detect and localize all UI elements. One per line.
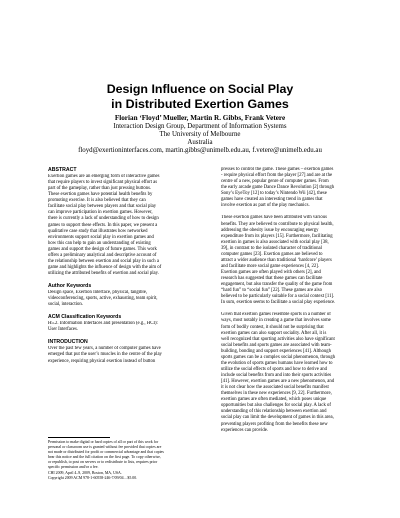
introduction-heading: INTRODUCTION [48, 339, 88, 346]
text-line: expenditure from its players [15]. Furthermore, facilitating [221, 233, 333, 239]
text-line: Exertion games are often played with others [2], and [221, 270, 321, 275]
text-line: - require physical effort from the player [27] and are at the [221, 173, 333, 179]
text-line: engagement, but also transfer the quality of the game from [221, 282, 333, 288]
text-line: exertion games are often mediated, which poses unique [221, 397, 327, 403]
text-line: 39], in contrast to the isolated character of traditional [221, 245, 322, 251]
text-line: videoconferencing, sports, active, exhausting, team spirit, [48, 296, 158, 302]
text-line: presses to control the game. These games – exertion games [221, 167, 334, 172]
text-line: bear this notice and the full citation on the first page. To copy otherwise, [48, 455, 161, 460]
text-line: computer games [23]. Exertion games are believed to [221, 251, 323, 257]
text-line: games have created an interesting trend in games that [221, 197, 323, 203]
text-line: centre of a new, popular genre of computer games. From [221, 179, 329, 185]
text-line: qualitative case study that illustrates how networked [48, 228, 148, 234]
paper-title-line-1: Design Influence on Social Play [106, 82, 294, 96]
text-line: specific permission and/or a fee. [48, 465, 99, 470]
text-line: understanding of this relationship between exertion and [221, 409, 327, 415]
keywords-heading: Author Keywords [48, 283, 92, 290]
university: The University of Melbourne [159, 131, 241, 138]
text-line: In sum, exertion seems to facilitate a social play experience. [221, 300, 336, 306]
text-line: well recognized that sporting activities also have significant [221, 336, 335, 342]
text-line: personal or classroom use is granted without fee provided that copies are [48, 445, 162, 450]
text-line: H5.2. Information Interfaces and presentation (e.g., HCI): [48, 321, 158, 327]
right-paragraph-2 [221, 215, 383, 306]
text-line: can improve participation in exertion games. However, [48, 210, 153, 216]
text-line: Copyright 2009 ACM 978-1-60558-246-7/09/04…$5.00. [48, 475, 138, 480]
permission-notice [48, 440, 209, 481]
text-line: Design space, Exertion Interface, physical, tangible, [48, 290, 148, 296]
abstract-heading: ABSTRACT [48, 167, 77, 173]
text-line: form of bodily contest, it should not be surprising that [221, 324, 324, 330]
text-line: exertion in games is also associated with social play [38, [221, 239, 329, 245]
text-line: facilitate social play between players and that social play [48, 204, 157, 210]
text-line: User Interfaces. [48, 327, 79, 333]
text-line: CHI 2009, April 4–9, 2009, Boston, MA, USA. [48, 470, 122, 475]
text-line: the relationship between exertion and social play in such a [48, 258, 159, 264]
text-line: “hard fun” to “social fun” [22]. These games are also [221, 288, 322, 294]
text-line: building, bonding and support experiences [41]. Although [221, 348, 332, 354]
text-line: the early arcade game Dance Dance Revolution [2] through [221, 185, 335, 191]
country: Australia [187, 139, 213, 146]
text-line: environments support social play in exertion games and [48, 234, 154, 240]
text-line: These exertion games have been attributed with various [221, 215, 327, 221]
text-line: part of the gameplay, rather than just pressing buttons. [48, 186, 152, 192]
text-line: preventing players profiting from the benefits these new [221, 421, 328, 427]
text-line: exertion games can also support sociality. After all, it is [221, 330, 327, 336]
text-line: or republish, to post on servers or to redistribute to lists, requires prior [48, 460, 158, 465]
left-column [48, 167, 209, 365]
text-line: involve exertion as part of the play mechanics. [221, 203, 310, 209]
acm-body [48, 321, 209, 333]
text-line: games to support these effects. In this paper, we present a [48, 222, 158, 228]
text-line: and facilitate more social game experiences [4, 22]. [221, 263, 319, 269]
text-line: there is currently a lack of understanding of how to design [48, 216, 159, 222]
author-names: Florian ‘Floyd’ Mueller, Martin R. Gibbs, Frank Vetere [114, 114, 286, 122]
text-line: [41]. However, exertion games are a new phenomenon, and [221, 379, 335, 385]
right-column [221, 167, 383, 434]
text-line: how this can help to gain an understanding of existing [48, 240, 151, 246]
text-line: addressing the obesity issue by encouraging energy [221, 227, 319, 233]
author-emails: floyd@exertioninterfaces.com, martin.gibbs@unimelb.edu.au, f.vetere@unimelb.edu.au [78, 147, 322, 154]
text-line: utilizing the attributed benefits of exertion and social play. [48, 271, 159, 276]
text-line: promoting exercise. It is also believed that they can [48, 198, 146, 204]
text-line: believed to be particularly suitable for a social context [11]. [221, 294, 335, 300]
text-line: sports games can be a complex social phenomenon, through [221, 354, 336, 360]
text-line: These exertion games have potential health benefits by [48, 192, 153, 198]
text-line: experiences can provide. [221, 427, 269, 433]
text-line: Over the past few years, a number of computer games have [48, 346, 161, 352]
text-line: opportunities but also challenges for social play. A lack of [221, 403, 331, 409]
text-line: emerged that put the user’s muscles in the centre of the play [48, 352, 162, 358]
text-line: not made or distributed for profit or commercial advantage and that copies [48, 450, 164, 455]
text-line: social, interaction. [48, 302, 83, 308]
text-line: Sony’s EyeToy [12] to today’s Nintendo Wii [42], these [221, 191, 327, 197]
right-paragraph-3 [221, 312, 383, 433]
text-line: attract a wider audience than traditional ‘hardcore’ players [221, 257, 332, 263]
text-line: that require players to invest significant physical effort as [48, 180, 158, 186]
introduction-body [48, 346, 209, 364]
text-line: benefits. They are believed to contribute to physical health, [221, 221, 334, 227]
text-line: offers a preliminary analytical and descriptive account of [48, 252, 157, 258]
text-line: themselves in these new experiences [9, 22]. Furthermore, [221, 391, 332, 397]
text-line: game and highlights the influence of design with the aim of [48, 264, 162, 270]
abstract-body [48, 174, 209, 277]
text-line: the evolution of sports games humans have learned how to [221, 360, 333, 366]
acm-heading: ACM Classification Keywords [48, 314, 122, 321]
text-line: Given that exertion games resemble sports in a number of [221, 312, 331, 318]
text-line: include social benefits from and into their sports activities [221, 373, 332, 378]
right-paragraph-1 [221, 167, 383, 209]
text-line: research has suggested that these games can facilitate [221, 276, 323, 282]
text-line: social play can limit the development of games in this area, [221, 415, 334, 421]
text-line: social benefits and sports games are associated with team- [221, 342, 332, 348]
text-line: experience, requiring physical exertion instead of button [48, 358, 156, 364]
affiliation: Interaction Design Group, Department of Information Systems [113, 123, 287, 130]
footnote-divider [48, 437, 110, 438]
text-line: Permission to make digital or hard copies of all or part of this work for [48, 440, 159, 444]
text-line: ways, most notably in creating a game that involves some [221, 318, 331, 324]
keywords-body [48, 290, 209, 308]
text-line: Exertion games are an emerging form of interactive games [48, 174, 160, 179]
text-line: utilize the social effects of sports and how to derive and [221, 366, 327, 372]
text-line: it is not clear how the associated social benefits manifest [221, 385, 329, 391]
paper-title-line-2: in Distributed Exertion Games [111, 97, 289, 111]
text-line: games and support the design of future games. This work [48, 246, 157, 252]
